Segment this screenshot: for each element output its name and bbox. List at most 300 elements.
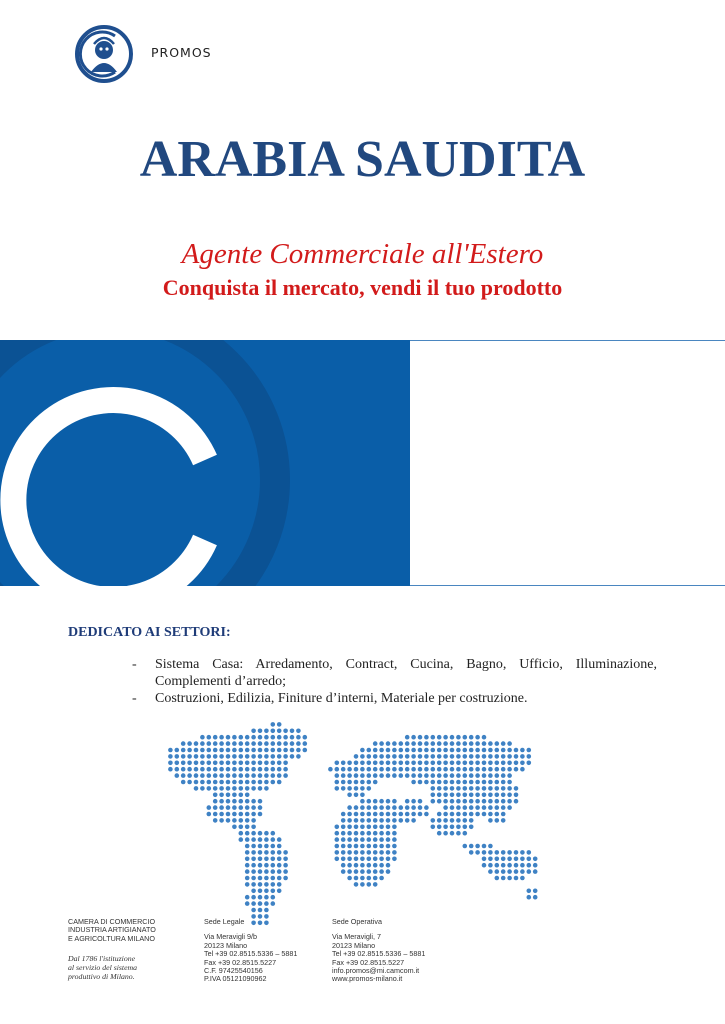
map-dot: [264, 735, 269, 740]
map-dot: [443, 805, 448, 810]
map-dot: [431, 780, 436, 785]
map-dot: [271, 729, 276, 734]
map-dot: [354, 761, 359, 766]
map-dot: [245, 773, 250, 778]
map-dot: [386, 773, 391, 778]
map-dot: [168, 767, 173, 772]
map-dot: [360, 825, 365, 830]
map-dot: [443, 825, 448, 830]
map-dot: [251, 761, 256, 766]
tagline: Conquista il mercato, vendi il tuo prodotto: [162, 275, 563, 300]
map-dot: [411, 741, 416, 746]
map-dot: [411, 767, 416, 772]
map-dot: [232, 812, 237, 817]
map-dot: [283, 748, 288, 753]
map-dot: [245, 786, 250, 791]
map-dot: [443, 754, 448, 759]
map-dot: [475, 748, 480, 753]
map-dot: [207, 735, 212, 740]
map-dot: [469, 780, 474, 785]
map-dot: [200, 741, 205, 746]
map-dot: [258, 876, 263, 881]
map-dot: [258, 831, 263, 836]
map-dot: [258, 901, 263, 906]
map-dot: [194, 748, 199, 753]
map-dot: [271, 780, 276, 785]
map-dot: [392, 773, 397, 778]
map-dot: [424, 741, 429, 746]
map-dot: [431, 767, 436, 772]
map-dot: [450, 735, 455, 740]
map-dot: [251, 901, 256, 906]
map-dot: [194, 741, 199, 746]
map-dot: [424, 780, 429, 785]
map-dot: [392, 761, 397, 766]
map-dot: [207, 761, 212, 766]
map-dot: [347, 831, 352, 836]
map-dot: [520, 869, 525, 874]
map-dot: [187, 741, 192, 746]
map-dot: [245, 876, 250, 881]
map-dot: [469, 735, 474, 740]
map-dot: [367, 780, 372, 785]
map-dot: [335, 850, 340, 855]
map-dot: [488, 754, 493, 759]
legal-city: 20123 Milano: [204, 940, 248, 950]
map-dot: [194, 786, 199, 791]
map-dot: [437, 767, 442, 772]
map-dot: [437, 773, 442, 778]
map-dot: [226, 735, 231, 740]
map-dot: [482, 786, 487, 791]
map-dot: [360, 812, 365, 817]
legal-tax-code: C.F. 97425540156: [204, 966, 263, 976]
map-dot: [399, 754, 404, 759]
map-dot: [290, 754, 295, 759]
map-dot: [495, 793, 500, 798]
map-dot: [507, 786, 512, 791]
map-dot: [347, 850, 352, 855]
map-dot: [399, 761, 404, 766]
map-dot: [463, 735, 468, 740]
map-dot: [495, 773, 500, 778]
map-dot: [360, 850, 365, 855]
map-dot: [360, 793, 365, 798]
operational-phone: Tel +39 02.8515.5336 – 5881: [332, 949, 426, 959]
map-dot: [450, 767, 455, 772]
map-dot: [232, 825, 237, 830]
map-dot: [386, 869, 391, 874]
map-dot: [373, 876, 378, 881]
map-dot: [168, 748, 173, 753]
map-dot: [335, 831, 340, 836]
map-dot: [181, 741, 186, 746]
map-dot: [443, 773, 448, 778]
map-dot: [283, 754, 288, 759]
map-dot: [450, 812, 455, 817]
map-dot: [437, 812, 442, 817]
map-dot: [251, 895, 256, 900]
map-dot: [341, 818, 346, 823]
map-dot: [386, 799, 391, 804]
map-dot: [399, 741, 404, 746]
map-dot: [258, 729, 263, 734]
map-dot: [335, 837, 340, 842]
map-dot: [354, 857, 359, 862]
map-dot: [443, 793, 448, 798]
map-dot: [495, 857, 500, 862]
map-dot: [488, 793, 493, 798]
map-dot: [354, 780, 359, 785]
map-dot: [488, 780, 493, 785]
map-dot: [239, 837, 244, 842]
map-dot: [527, 869, 532, 874]
map-dot: [239, 812, 244, 817]
map-dot: [219, 735, 224, 740]
map-dot: [239, 761, 244, 766]
map-dot: [271, 773, 276, 778]
map-dot: [213, 818, 218, 823]
map-dot: [501, 805, 506, 810]
map-dot: [335, 767, 340, 772]
map-dot: [527, 857, 532, 862]
map-dot: [245, 812, 250, 817]
map-dot: [296, 735, 301, 740]
map-dot: [495, 780, 500, 785]
map-dot: [418, 754, 423, 759]
map-dot: [181, 761, 186, 766]
map-dot: [296, 754, 301, 759]
map-dot: [258, 773, 263, 778]
map-dot: [482, 850, 487, 855]
map-dot: [463, 844, 468, 849]
map-dot: [482, 857, 487, 862]
map-dot: [283, 761, 288, 766]
map-dot: [226, 741, 231, 746]
map-dot: [488, 761, 493, 766]
map-dot: [367, 818, 372, 823]
map-dot: [450, 741, 455, 746]
map-dot: [283, 876, 288, 881]
map-dot: [482, 761, 487, 766]
map-dot: [501, 767, 506, 772]
map-dot: [367, 844, 372, 849]
map-dot: [456, 767, 461, 772]
map-dot: [213, 735, 218, 740]
map-dot: [501, 857, 506, 862]
map-dot: [379, 805, 384, 810]
map-dot: [418, 780, 423, 785]
map-dot: [251, 869, 256, 874]
map-dot: [264, 754, 269, 759]
map-dot: [226, 761, 231, 766]
map-dot: [354, 825, 359, 830]
map-dot: [258, 786, 263, 791]
map-dot: [239, 773, 244, 778]
chamber-of-commerce-logo: [74, 24, 134, 84]
map-dot: [514, 869, 519, 874]
sector-list: [132, 656, 657, 707]
map-dot: [328, 767, 333, 772]
map-dot: [450, 799, 455, 804]
map-dot: [373, 767, 378, 772]
map-dot: [341, 850, 346, 855]
map-dot: [443, 818, 448, 823]
map-dot: [213, 748, 218, 753]
map-dot: [386, 850, 391, 855]
map-dot: [469, 773, 474, 778]
map-dot: [219, 767, 224, 772]
map-dot: [335, 786, 340, 791]
sector-text: Sistema Casa: Arredamento, Contract, Cucina, Bagno, Ufficio, Illuminazione, Complementi d’arredo;: [155, 657, 657, 689]
map-dot: [456, 818, 461, 823]
map-dot: [239, 818, 244, 823]
map-dot: [495, 761, 500, 766]
map-dot: [271, 741, 276, 746]
map-dot: [520, 863, 525, 868]
map-dot: [290, 735, 295, 740]
map-dot: [431, 741, 436, 746]
map-dot: [463, 773, 468, 778]
map-dot: [219, 799, 224, 804]
map-dot: [495, 805, 500, 810]
map-dot: [251, 850, 256, 855]
map-dot: [392, 767, 397, 772]
map-dot: [335, 825, 340, 830]
map-dot: [501, 818, 506, 823]
map-dot: [271, 869, 276, 874]
map-dot: [347, 812, 352, 817]
map-dot: [373, 780, 378, 785]
map-dot: [194, 767, 199, 772]
map-dot: [354, 844, 359, 849]
map-dot: [514, 799, 519, 804]
map-dot: [501, 793, 506, 798]
map-dot: [533, 889, 538, 894]
map-dot: [501, 754, 506, 759]
map-dot: [207, 773, 212, 778]
map-dot: [232, 767, 237, 772]
map-dot: [232, 799, 237, 804]
map-dot: [360, 876, 365, 881]
org-line: E AGRICOLTURA MILANO: [68, 933, 155, 943]
map-dot: [258, 908, 263, 913]
map-dot: [475, 773, 480, 778]
map-dot: [386, 767, 391, 772]
map-dot: [239, 805, 244, 810]
map-dot: [424, 761, 429, 766]
map-dot: [213, 805, 218, 810]
map-dot: [463, 741, 468, 746]
map-dot: [399, 805, 404, 810]
map-dot: [399, 748, 404, 753]
map-dot: [482, 812, 487, 817]
map-dot: [239, 767, 244, 772]
map-dot: [437, 748, 442, 753]
map-dot: [507, 863, 512, 868]
map-dot: [463, 831, 468, 836]
map-dot: [495, 869, 500, 874]
map-dot: [507, 850, 512, 855]
map-dot: [239, 741, 244, 746]
map-dot: [475, 741, 480, 746]
map-dot: [418, 741, 423, 746]
map-dot: [251, 754, 256, 759]
map-dot: [443, 799, 448, 804]
footer-operational-office: [332, 918, 425, 984]
map-dot: [360, 799, 365, 804]
map-dot: [437, 741, 442, 746]
map-dot: [341, 780, 346, 785]
map-dot: [251, 876, 256, 881]
list-bullet: -: [132, 691, 137, 706]
map-dot: [258, 812, 263, 817]
map-dot: [405, 812, 410, 817]
map-dot: [213, 780, 218, 785]
map-dot: [424, 773, 429, 778]
map-dot: [360, 780, 365, 785]
map-dot: [239, 735, 244, 740]
map-dot: [520, 754, 525, 759]
map-dot: [501, 799, 506, 804]
map-dot: [271, 844, 276, 849]
map-dot: [431, 799, 436, 804]
map-dot: [424, 748, 429, 753]
map-dot: [392, 818, 397, 823]
map-dot: [239, 799, 244, 804]
map-dot: [251, 780, 256, 785]
map-dot: [245, 863, 250, 868]
map-dot: [431, 818, 436, 823]
map-dot: [386, 857, 391, 862]
map-dot: [226, 818, 231, 823]
map-dot: [264, 895, 269, 900]
map-dot: [219, 793, 224, 798]
map-dot: [488, 748, 493, 753]
map-dot: [392, 825, 397, 830]
map-dot: [347, 869, 352, 874]
map-dot: [258, 741, 263, 746]
map-dot: [475, 786, 480, 791]
map-dot: [463, 805, 468, 810]
map-dot: [379, 863, 384, 868]
map-dot: [469, 850, 474, 855]
map-dot: [264, 844, 269, 849]
map-dot: [354, 837, 359, 842]
map-dot: [232, 786, 237, 791]
map-dot: [245, 831, 250, 836]
map-dot: [514, 748, 519, 753]
map-dot: [386, 805, 391, 810]
map-dot: [431, 748, 436, 753]
map-dot: [463, 825, 468, 830]
map-dot: [213, 799, 218, 804]
map-dot: [245, 761, 250, 766]
map-dot: [181, 754, 186, 759]
map-dot: [219, 761, 224, 766]
map-dot: [443, 780, 448, 785]
map-dot: [219, 818, 224, 823]
map-dot: [379, 857, 384, 862]
map-dot: [251, 805, 256, 810]
map-dot: [264, 908, 269, 913]
banner-c-graphic: [0, 340, 410, 586]
map-dot: [431, 754, 436, 759]
map-dot: [360, 761, 365, 766]
cover-banner: [0, 340, 410, 586]
map-dot: [437, 825, 442, 830]
map-dot: [469, 786, 474, 791]
map-dot: [456, 831, 461, 836]
map-dot: [495, 767, 500, 772]
map-dot: [475, 805, 480, 810]
map-dot: [271, 901, 276, 906]
map-dot: [258, 761, 263, 766]
map-dot: [367, 837, 372, 842]
map-dot: [187, 748, 192, 753]
map-dot: [450, 831, 455, 836]
map-dot: [501, 741, 506, 746]
map-dot: [386, 825, 391, 830]
map-dot: [271, 748, 276, 753]
map-dot: [488, 773, 493, 778]
legal-fax: Fax +39 02.8515.5227: [204, 957, 277, 967]
map-dot: [367, 857, 372, 862]
map-dot: [354, 793, 359, 798]
operational-email[interactable]: info.promos@mi.camcom.it: [332, 966, 420, 976]
map-dot: [507, 793, 512, 798]
map-dot: [411, 735, 416, 740]
map-dot: [373, 761, 378, 766]
map-dot: [341, 837, 346, 842]
map-dot: [245, 754, 250, 759]
map-dot: [405, 799, 410, 804]
map-dot: [469, 825, 474, 830]
map-dot: [469, 844, 474, 849]
map-dot: [347, 844, 352, 849]
map-dot: [482, 793, 487, 798]
map-dot: [200, 735, 205, 740]
map-dot: [360, 863, 365, 868]
map-dot: [482, 863, 487, 868]
map-dot: [277, 889, 282, 894]
operational-address: Via Meravigli, 7: [332, 932, 382, 942]
map-dot: [354, 869, 359, 874]
map-dot: [232, 773, 237, 778]
map-dot: [424, 754, 429, 759]
operational-office-heading: Sede Operativa: [332, 917, 382, 926]
map-dot: [213, 812, 218, 817]
map-dot: [226, 754, 231, 759]
map-dot: [264, 748, 269, 753]
map-dot: [283, 773, 288, 778]
map-dot: [379, 773, 384, 778]
map-dot: [514, 793, 519, 798]
operational-website[interactable]: www.promos-milano.it: [332, 974, 403, 984]
map-dot: [379, 767, 384, 772]
map-dot: [379, 748, 384, 753]
map-dot: [264, 889, 269, 894]
map-dot: [194, 761, 199, 766]
map-dot: [226, 805, 231, 810]
map-dot: [456, 793, 461, 798]
map-dot: [283, 850, 288, 855]
map-dot: [450, 786, 455, 791]
map-dot: [520, 850, 525, 855]
map-dot: [213, 786, 218, 791]
map-dot: [373, 799, 378, 804]
map-dot: [418, 748, 423, 753]
